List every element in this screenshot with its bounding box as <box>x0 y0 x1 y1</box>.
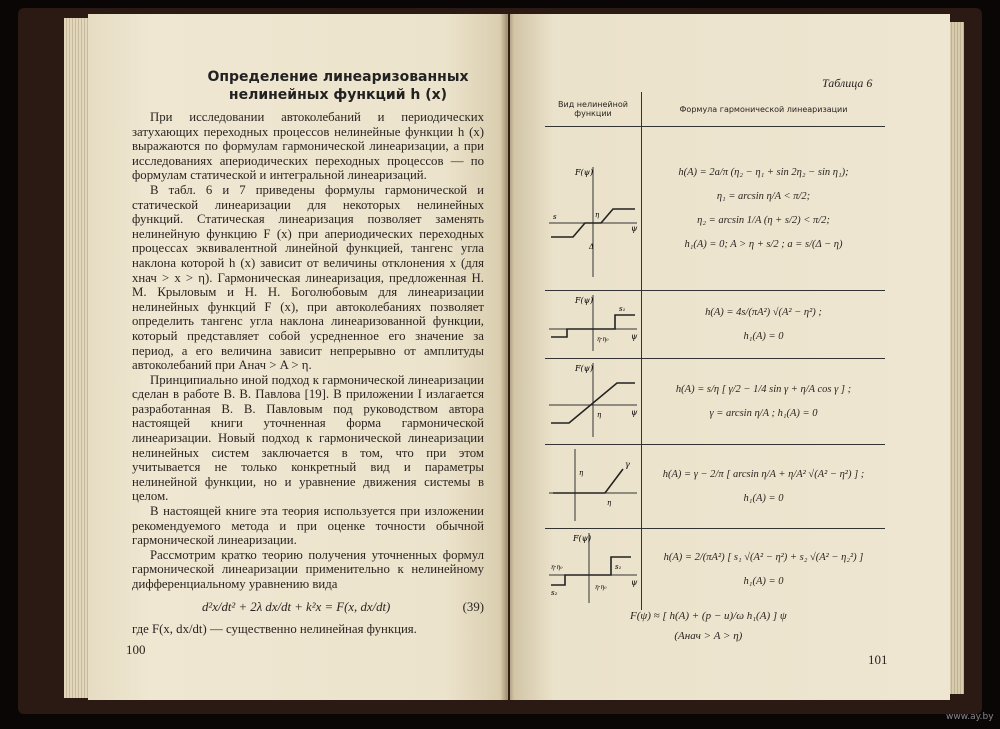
label-s1: s₁ <box>615 563 622 571</box>
book-spine-shadow <box>500 14 514 700</box>
graph-cell <box>545 359 642 445</box>
paragraph-1: При исследовании автоколебаний и периодических затухающих переходных процессов нелинейные функции h (x) выражаются по формулам гармонической линеаризации, а при исследованиях апериодических переходных процессов — по формулам статической и интегральной линеаризаций. <box>132 110 484 183</box>
col-header-function-type: Вид нелинейной функции <box>545 92 642 127</box>
label-f-psi: F(ψ) <box>575 168 594 177</box>
label-eta: η <box>597 411 602 419</box>
equation-text: d²x/dt² + 2λ dx/dt + k²x = F(x, dx/dt) <box>202 599 391 614</box>
label-psi: ψ <box>631 408 638 417</box>
formula-line: h(A) = s/η [ γ/2 − 1/4 sin γ + η/A cos γ ] ; <box>675 383 852 395</box>
formula-line: h₁(A) = 0 <box>743 575 784 587</box>
graph-cell <box>545 445 642 529</box>
label-delta: Δ <box>589 243 595 251</box>
final-condition: (Aнач > A > η) <box>674 630 743 642</box>
label-s: s <box>553 213 557 221</box>
table-row <box>545 359 885 445</box>
table-row <box>545 291 885 359</box>
label-eta-eta0: η·η₀ <box>551 564 563 571</box>
nonlinearity-graph-3 <box>545 359 641 441</box>
nonlinearity-graph-5 <box>545 529 641 607</box>
formula-cell <box>642 291 886 359</box>
formula-line: h(A) = 2/(πA²) [ s₁ √(A² − η²) + s₂ √(A² − η₂²) ] <box>663 551 864 563</box>
final-formula-block <box>630 606 787 646</box>
formula-cell <box>642 529 886 611</box>
linearization-table <box>545 92 885 610</box>
label-s2: s₂ <box>551 589 558 597</box>
body-text <box>132 110 484 637</box>
equation-number: (39) <box>462 599 484 614</box>
page-edges-left <box>64 18 90 698</box>
paragraph-4: В настоящей книге эта теория используется при изложении рекомендуемого метода и при оценке точности обычной гармонической линеаризации. <box>132 504 484 548</box>
watermark: www.ay.by <box>946 712 994 722</box>
right-page <box>510 14 950 700</box>
label-f-psi: F(ψ) <box>575 364 594 373</box>
section-title <box>192 68 484 104</box>
label-eta: η <box>607 499 612 507</box>
title-line-2: нелинейных функций h (x) <box>228 87 448 103</box>
table-row <box>545 445 885 529</box>
page-number-right: 101 <box>868 652 888 667</box>
title-line-1: Определение линеаризованных <box>207 69 469 85</box>
formula-line: η₁ = arcsin η/A < π/2; <box>716 190 811 202</box>
label-f-psi: F(ψ) <box>573 534 592 543</box>
label-psi: ψ <box>631 224 638 233</box>
col-header-formula: Формула гармонической линеаризации <box>642 92 886 127</box>
graph-cell <box>545 529 642 611</box>
graph-cell <box>545 291 642 359</box>
formula-line: γ = arcsin η/A ; h₁(A) = 0 <box>709 407 818 419</box>
paragraph-5: Рассмотрим кратко теорию получения уточненных формул гармонической линеаризации применительно к нелинейному дифференциальному уравнению вида <box>132 547 484 591</box>
label-gamma: γ <box>625 460 630 469</box>
page-number-left: 100 <box>126 642 146 657</box>
nonlinearity-graph-4 <box>545 445 641 525</box>
final-formula: F(ψ) ≈ [ h(A) + (p − u)/ω h₁(A) ] ψ <box>630 610 787 622</box>
formula-cell <box>642 359 886 445</box>
nonlinearity-graph-2 <box>545 291 641 355</box>
formula-line: h₁(A) = 0 <box>743 330 784 342</box>
formula-line: h(A) = 2a/π (η₂ − η₁ + sin 2η₂ − sin η₁); <box>678 166 849 178</box>
label-eta-eta0: η·η₀ <box>595 584 607 591</box>
label-psi: ψ <box>631 578 638 587</box>
equation-39 <box>132 600 484 615</box>
label-psi: ψ <box>631 332 638 341</box>
formula-line: h(A) = 4s/(πA²) √(A² − η²) ; <box>705 306 822 318</box>
table-row <box>545 529 885 611</box>
formula-line: h(A) = γ − 2/π [ arcsin η/A + η/A² √(A² − η²) ] ; <box>662 468 865 480</box>
nonlinearity-graph-1 <box>545 127 641 287</box>
label-eta: η <box>579 469 584 477</box>
graph-cell <box>545 127 642 291</box>
after-equation: где F(x, dx/dt) — существенно нелинейная функция. <box>132 622 417 637</box>
left-page <box>88 14 508 700</box>
label-eta: η <box>595 211 600 219</box>
paragraph-3: Принципиально иной подход к гармонической линеаризации сделан в работе В. В. Павлова [19]. В приложении I излагается разработанная В. В. Павловым под руководством автора настоящей книги уточненная форма гармонической линеаризации. Новый подход к гармонической линеаризации нелинейных систем заключается в том, что при этом учитывается не только конкретный вид и параметры нелинейной функции, но и уравнение движения системы в целом. <box>132 372 484 504</box>
label-s1: s₁ <box>619 305 626 313</box>
formula-line: h₁(A) = 0 <box>743 492 784 504</box>
formula-cell <box>642 127 886 291</box>
table-row <box>545 127 885 291</box>
formula-cell <box>642 445 886 529</box>
formula-line: η₂ = arcsin 1/A (η + s/2) < π/2; <box>697 214 830 226</box>
table-caption: Таблица 6 <box>822 76 873 90</box>
label-f-psi: F(ψ) <box>575 296 594 305</box>
formula-line: h₁(A) = 0; A > η + s/2 ; a = s/(Δ − η) <box>684 238 843 250</box>
paragraph-2: В табл. 6 и 7 приведены формулы гармонической и статической линеаризации для некоторых нелинейных функций. Статическая линеаризация позволяет заменять нелинейную функцию F (x) при апериодических переходных процессах эквивалентной линейной функцией, тангенс угла наклона которой h (x) зависит от величины отклонения x (для xнач > x > η). Гармоническая линеаризация, предложенная Н. М. Крыловым и Н. Н. Боголюбовым для линеаризации нелинейных функций F (x), при автоколебаниях позволяет определить тангенс угла наклона линеаризованной функции, который представляет собой усредненное его значение за период, а его величина зависит непрерывно от амплитуды автоколебаний при Aнач > A > η. <box>132 182 484 373</box>
table-header-row <box>545 92 885 127</box>
label-eta-eta0: η·η₀ <box>597 336 609 343</box>
